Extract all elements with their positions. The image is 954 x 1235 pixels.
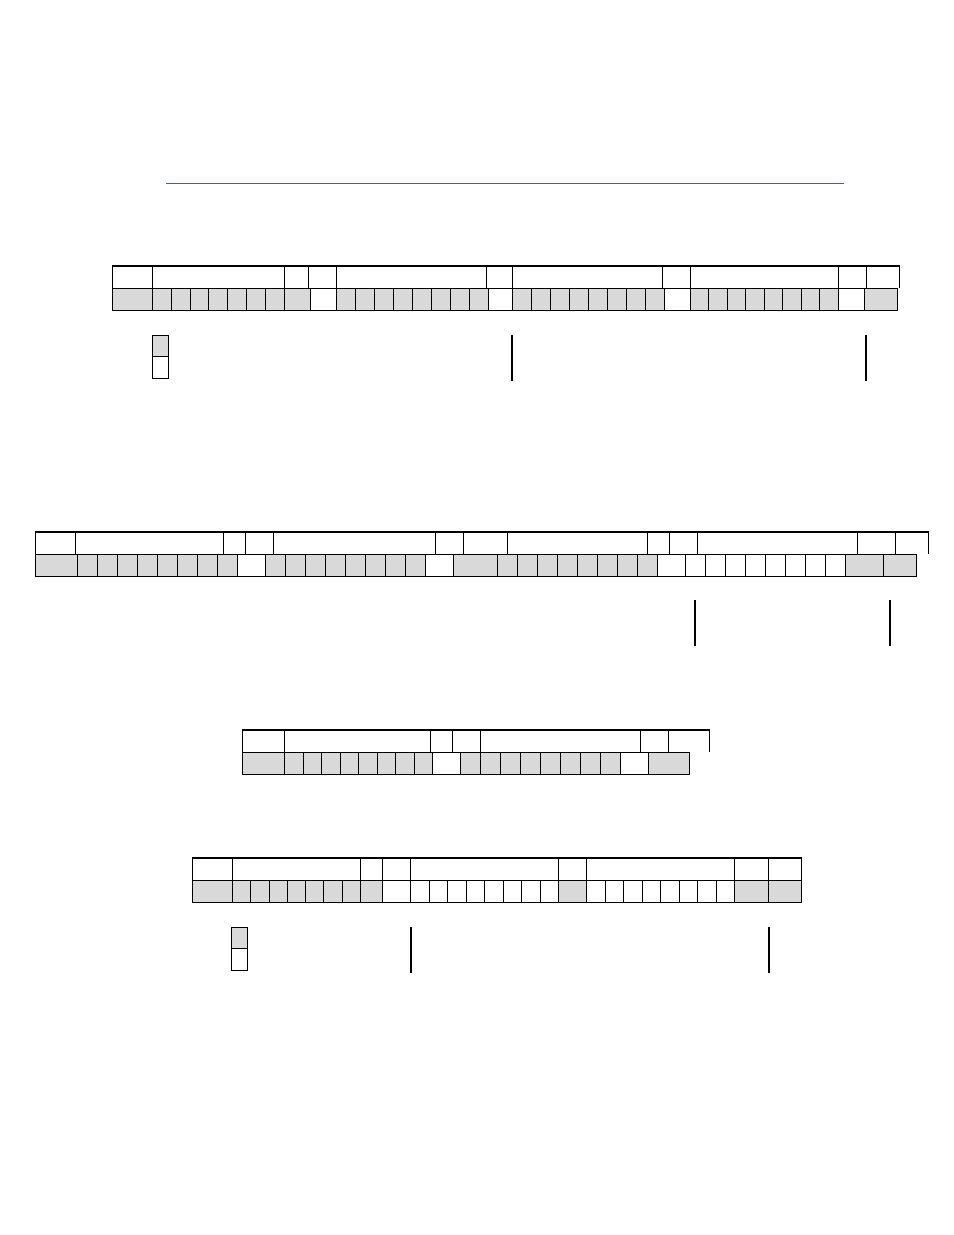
diagram-1-range-marker xyxy=(865,335,867,381)
diagram-2-bit-row-cell xyxy=(637,554,657,576)
diagram-1-bit-row-cell xyxy=(208,288,227,310)
diagram-2-header-row-cell xyxy=(273,532,435,554)
diagram-4-header-row-cell xyxy=(410,858,558,880)
diagram-4-bit-row-cell xyxy=(586,880,605,902)
diagram-4-bit-row-cell xyxy=(360,880,382,902)
diagram-2-bit-row-cell xyxy=(77,554,97,576)
diagram-2-bit-row-cell xyxy=(405,554,425,576)
diagram-1-header-row-cell xyxy=(512,266,662,288)
diagram-3-bit-row xyxy=(242,752,690,775)
diagram-3-bit-row-cell xyxy=(480,752,500,774)
diagram-1-bit-row-cell xyxy=(626,288,645,310)
diagram-3-header-row-cell xyxy=(480,730,640,752)
diagram-3-header-row-cell xyxy=(284,730,430,752)
diagram-1-bit-row-cell xyxy=(374,288,393,310)
diagram-2-header-row-cell xyxy=(697,532,857,554)
diagram-2-bit-row-cell xyxy=(365,554,385,576)
diagram-2-bit-row-cell xyxy=(117,554,137,576)
diagram-2-bit-row-cell xyxy=(537,554,557,576)
diagram-2-header-row-cell xyxy=(669,532,697,554)
diagram-3-header-row-cell xyxy=(668,730,710,752)
diagram-2-bit-row-cell xyxy=(345,554,365,576)
diagram-2-header-row-cell xyxy=(223,532,245,554)
diagram-4-header-row-cell xyxy=(360,858,382,880)
diagram-2-bit-row-cell xyxy=(497,554,517,576)
diagram-4-header-row-cell xyxy=(768,858,802,880)
diagram-1-bit-row-cell xyxy=(284,288,310,310)
diagram-1-bit-row-cell xyxy=(171,288,190,310)
diagram-4-bit-row-cell xyxy=(503,880,522,902)
diagram-2-bit-row-cell xyxy=(305,554,325,576)
diagram-3-header-row-cell xyxy=(640,730,668,752)
diagram-1-bit-row-cell xyxy=(227,288,246,310)
diagram-1-bit-row-cell xyxy=(764,288,783,310)
diagram-1-bit-row-cell xyxy=(512,288,531,310)
diagram-2-header-row-cell xyxy=(75,532,223,554)
diagram-3-bit-row-cell xyxy=(242,752,284,774)
diagram-2-bit-row-cell xyxy=(617,554,637,576)
diagram-4-bit-row-cell xyxy=(269,880,287,902)
diagram-2-header-row-cell xyxy=(507,532,647,554)
diagram-4-bit-row-cell xyxy=(342,880,360,902)
diagram-2-bit-row-cell xyxy=(557,554,577,576)
diagram-1-bit-row-cell xyxy=(607,288,626,310)
diagram-2-bit-row-cell xyxy=(177,554,197,576)
diagram-4-header-row-cell xyxy=(382,858,410,880)
diagram-3-bit-row-cell xyxy=(340,752,359,774)
diagram-2-bit-row-cell xyxy=(425,554,453,576)
diagram-3-bit-row-cell xyxy=(648,752,690,774)
diagram-1-header-row-cell xyxy=(112,266,152,288)
diagram-2-header-row-cell xyxy=(895,532,929,554)
diagram-2-bit-row-cell xyxy=(237,554,265,576)
diagram-1-bit-row-cell xyxy=(745,288,764,310)
diagram-4-bit-row-cell xyxy=(250,880,268,902)
diagram-1-bit-row-cell xyxy=(190,288,209,310)
diagram-1-bit-row-cell xyxy=(819,288,838,310)
diagram-4-bit-row xyxy=(192,880,802,903)
diagram-4-bit-row-cell xyxy=(521,880,540,902)
diagram-3-header-row-cell xyxy=(242,730,284,752)
diagram-1-bit-row-cell xyxy=(152,288,171,310)
diagram-1-bit-row-cell xyxy=(265,288,284,310)
diagram-1-bit-row-cell xyxy=(727,288,746,310)
diagram-3-bit-row-cell xyxy=(321,752,340,774)
diagram-4-bit-row-cell xyxy=(660,880,679,902)
diagram-2-bit-row-cell xyxy=(157,554,177,576)
diagram-3-header-row-cell xyxy=(430,730,452,752)
diagram-3-header-row xyxy=(242,729,710,752)
diagram-1-bit-row-cell xyxy=(393,288,412,310)
diagram-1-bit-row-cell xyxy=(708,288,727,310)
diagram-2-header-row-cell xyxy=(245,532,273,554)
legend-swatch-white xyxy=(232,949,247,970)
diagram-3-bit-row-cell xyxy=(414,752,433,774)
diagram-4-bit-row-cell xyxy=(623,880,642,902)
diagram-3-bit-row-cell xyxy=(432,752,460,774)
diagram-4-header-row-cell xyxy=(232,858,360,880)
diagram-2-bit-row-cell xyxy=(657,554,685,576)
diagram-2-bit-row-cell xyxy=(385,554,405,576)
diagram-3-bit-row-cell xyxy=(600,752,620,774)
diagram-4-bit-row-cell xyxy=(447,880,466,902)
diagram-1-bit-row-cell xyxy=(310,288,336,310)
diagram-4-bit-row-cell xyxy=(410,880,429,902)
diagram-2-bit-row-cell xyxy=(805,554,825,576)
diagram-2-bit-row-cell xyxy=(453,554,497,576)
diagram-2-header-row xyxy=(35,531,929,554)
diagram-1-header-row-cell xyxy=(336,266,486,288)
diagram-3-header-row-cell xyxy=(452,730,480,752)
diagram-3-bit-row-cell xyxy=(500,752,520,774)
diagram-1-header-row-cell xyxy=(838,266,866,288)
diagram-4-header-row-cell xyxy=(192,858,232,880)
diagram-2-bit-row-cell xyxy=(137,554,157,576)
diagram-1-range-marker xyxy=(511,335,513,381)
diagram-4-bit-row-cell xyxy=(429,880,448,902)
diagram-1-header-row-cell xyxy=(308,266,336,288)
diagram-4-bit-row-cell xyxy=(192,880,232,902)
diagram-1-bit-row-cell xyxy=(431,288,450,310)
diagram-3-bit-row-cell xyxy=(395,752,414,774)
diagram-4-bit-row-cell xyxy=(305,880,323,902)
diagram-3-bit-row-cell xyxy=(358,752,377,774)
diagram-2-bit-row-cell xyxy=(745,554,765,576)
diagram-2-bit-row-cell xyxy=(325,554,345,576)
diagram-1-bit-row-cell xyxy=(469,288,488,310)
diagram-4-bit-row-cell xyxy=(716,880,735,902)
diagram-4-header-row-cell xyxy=(586,858,734,880)
diagram-1-header-row-cell xyxy=(690,266,838,288)
diagram-4-bit-row-cell xyxy=(697,880,716,902)
diagram-2-bit-row-cell xyxy=(217,554,237,576)
diagram-2-bit-row-cell xyxy=(785,554,805,576)
diagram-3-bit-row-cell xyxy=(303,752,322,774)
legend-swatch-gray xyxy=(153,336,168,357)
diagram-4-bit-row-cell xyxy=(484,880,503,902)
diagram-1-bit-row-cell xyxy=(412,288,431,310)
diagram-3-bit-row-cell xyxy=(620,752,648,774)
diagram-2-bit-row-cell xyxy=(845,554,883,576)
diagram-2-bit-row-cell xyxy=(35,554,77,576)
diagram-3-bit-row-cell xyxy=(460,752,480,774)
diagram-1-bit-row-cell xyxy=(864,288,898,310)
diagram-4-bit-row-cell xyxy=(540,880,559,902)
diagram-1-bit-row-cell xyxy=(336,288,355,310)
diagram-2-bit-row-cell xyxy=(197,554,217,576)
diagram-4-header-row xyxy=(192,857,802,880)
diagram-1-bit-row-cell xyxy=(246,288,265,310)
diagram-1-header-row-cell xyxy=(152,266,284,288)
diagram-2-bit-row-cell xyxy=(265,554,285,576)
diagram-4-bit-row-cell xyxy=(287,880,305,902)
diagram-1-bit-row-cell xyxy=(588,288,607,310)
diagram-1-bit-row-cell xyxy=(838,288,864,310)
diagram-1-legend xyxy=(152,335,169,379)
diagram-1-bit-row-cell xyxy=(782,288,801,310)
legend-swatch-white xyxy=(153,357,168,378)
diagram-2-header-row-cell xyxy=(647,532,669,554)
diagram-2-header-row-cell xyxy=(463,532,507,554)
diagram-1-bit-row-cell xyxy=(664,288,690,310)
diagram-4-bit-row-cell xyxy=(768,880,802,902)
diagram-2-bit-row-cell xyxy=(725,554,745,576)
diagram-2-bit-row-cell xyxy=(705,554,725,576)
diagram-1-bit-row-cell xyxy=(450,288,469,310)
diagram-2-header-row-cell xyxy=(35,532,75,554)
diagram-4-bit-row-cell xyxy=(679,880,698,902)
diagram-1-bit-row-cell xyxy=(550,288,569,310)
diagram-3-bit-row-cell xyxy=(540,752,560,774)
diagram-2-bit-row-cell xyxy=(285,554,305,576)
diagram-1-bit-row xyxy=(112,288,898,311)
diagram-4-header-row-cell xyxy=(734,858,768,880)
legend-swatch-gray xyxy=(232,928,247,949)
diagram-4-bit-row-cell xyxy=(382,880,410,902)
diagram-2-bit-row-cell xyxy=(685,554,705,576)
diagram-4-range-marker xyxy=(410,927,412,973)
diagram-4-bit-row-cell xyxy=(466,880,485,902)
header-rule xyxy=(166,183,844,184)
diagram-1-bit-row-cell xyxy=(569,288,588,310)
diagram-1-header-row xyxy=(112,265,900,288)
diagram-3-bit-row-cell xyxy=(520,752,540,774)
diagram-2-bit-row-cell xyxy=(517,554,537,576)
diagram-1-header-row-cell xyxy=(662,266,690,288)
diagram-2-header-row-cell xyxy=(435,532,463,554)
diagram-1-bit-row-cell xyxy=(801,288,820,310)
diagram-3-bit-row-cell xyxy=(580,752,600,774)
diagram-2-range-marker xyxy=(694,600,696,646)
diagram-1-bit-row-cell xyxy=(112,288,152,310)
diagram-4-bit-row-cell xyxy=(734,880,768,902)
diagram-2-bit-row xyxy=(35,554,917,577)
diagram-1-bit-row-cell xyxy=(690,288,709,310)
diagram-1-header-row-cell xyxy=(284,266,308,288)
diagram-4-range-marker xyxy=(768,927,770,973)
diagram-2-bit-row-cell xyxy=(97,554,117,576)
diagram-3-bit-row-cell xyxy=(560,752,580,774)
diagram-2-bit-row-cell xyxy=(765,554,785,576)
diagram-2-bit-row-cell xyxy=(883,554,917,576)
diagram-1-bit-row-cell xyxy=(355,288,374,310)
diagram-4-bit-row-cell xyxy=(323,880,341,902)
diagram-2-bit-row-cell xyxy=(825,554,845,576)
diagram-1-bit-row-cell xyxy=(488,288,512,310)
diagram-4-bit-row-cell xyxy=(232,880,250,902)
diagram-3-bit-row-cell xyxy=(284,752,303,774)
diagram-4-legend xyxy=(231,927,248,971)
diagram-1-bit-row-cell xyxy=(531,288,550,310)
diagram-2-bit-row-cell xyxy=(577,554,597,576)
diagram-1-header-row-cell xyxy=(866,266,900,288)
diagram-4-header-row-cell xyxy=(558,858,586,880)
diagram-2-header-row-cell xyxy=(857,532,895,554)
diagram-1-bit-row-cell xyxy=(645,288,664,310)
diagram-1-header-row-cell xyxy=(486,266,512,288)
diagram-2-bit-row-cell xyxy=(597,554,617,576)
diagram-4-bit-row-cell xyxy=(558,880,586,902)
diagram-2-range-marker xyxy=(889,600,891,646)
diagram-3-bit-row-cell xyxy=(377,752,396,774)
diagram-4-bit-row-cell xyxy=(642,880,661,902)
diagram-4-bit-row-cell xyxy=(605,880,624,902)
